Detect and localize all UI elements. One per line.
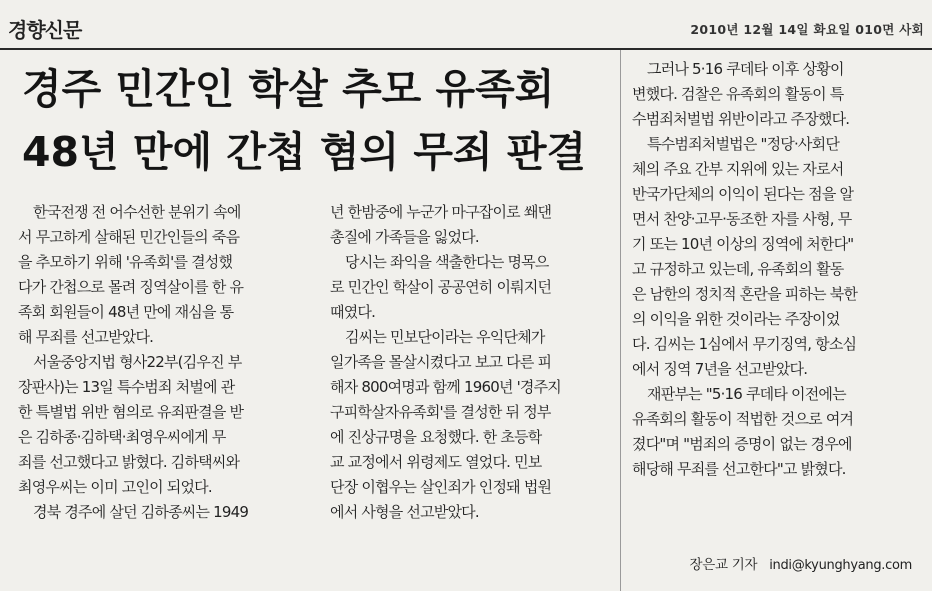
article-line: 반국가단체의 이익이 된다는 점을 알 (632, 185, 854, 203)
article-line: 경북 경주에 살던 김하종씨는 1949 (33, 503, 249, 521)
article-line: 해자 800여명과 함께 1960년 '경주지 (330, 378, 561, 396)
header-rule (0, 48, 932, 50)
article-line: 로 민간인 학살이 공공연히 이뤄지던 (330, 278, 552, 296)
column-divider (620, 50, 621, 591)
article-line: 기 또는 10년 이상의 징역에 처한다" (632, 235, 854, 253)
article-line: 단장 이협우는 살인죄가 인정돼 법원 (330, 478, 552, 496)
article-line: 한 특별법 위반 혐의로 유죄판결을 받 (18, 403, 244, 421)
article-line: 서 무고하게 살해된 민간인들의 죽음 (18, 228, 240, 246)
article-line: 의 이익을 위한 것이라는 주장이었 (632, 310, 840, 328)
headline-line-1: 경주 민간인 학살 추모 유족회 (22, 65, 555, 113)
article-line: 다. 김씨는 1심에서 무기징역, 항소심 (632, 335, 857, 353)
article-line: 특수범죄처벌법은 "정당·사회단 (647, 135, 840, 153)
article-line: 에서 사형을 선고받았다. (330, 503, 479, 521)
article-line: 에서 징역 7년을 선고받았다. (632, 360, 808, 378)
article-column-1 (18, 200, 318, 525)
article-line: 한국전쟁 전 어수선한 분위기 속에 (33, 203, 241, 221)
reporter-name: 장은교 기자 (689, 557, 758, 573)
article-line: 서울중앙지법 형사22부(김우진 부 (33, 353, 242, 371)
article-line: 장판사)는 13일 특수범죄 처벌에 관 (18, 378, 235, 396)
article-column-3 (632, 57, 924, 482)
article-line: 족회 회원들이 48년 만에 재심을 통 (18, 303, 234, 321)
byline (690, 553, 913, 573)
article-line: 면서 찬양·고무·동조한 자를 사형, 무 (632, 210, 852, 228)
article-line: 그러나 5·16 쿠데타 이후 상황이 (647, 60, 844, 78)
article-line: 총질에 가족들을 잃었다. (330, 228, 479, 246)
article-line: 구피학살자유족회'를 결성한 뒤 정부 (330, 403, 551, 421)
article-line: 해당해 무죄를 선고한다"고 밝혔다. (632, 460, 846, 478)
article-line: 때였다. (330, 303, 376, 321)
article-line: 에 진상규명을 요청했다. 한 초등학 (330, 428, 542, 446)
article-line: 졌다"며 "범죄의 증명이 없는 경우에 (632, 435, 852, 453)
article-line: 유족회의 활동이 적법한 것으로 여겨 (632, 410, 854, 428)
article-line: 김씨는 민보단이라는 우익단체가 (345, 328, 545, 346)
article-headline (22, 58, 622, 184)
article-line: 일가족을 몰살시켰다고 보고 다른 피 (330, 353, 552, 371)
article-line: 년 한밤중에 누군가 마구잡이로 쐐댄 (330, 203, 552, 221)
article-line: 죄를 선고했다고 밝혔다. 김하택씨와 (18, 453, 240, 471)
article-line: 교 교정에서 위령제도 열었다. 민보 (330, 453, 542, 471)
article-line: 해 무죄를 선고받았다. (18, 328, 154, 346)
article-line: 고 규정하고 있는데, 유족회의 활동 (632, 260, 844, 278)
article-line: 다가 간첩으로 몰려 징역살이를 한 유 (18, 278, 244, 296)
article-line: 은 남한의 정치적 혼란을 피하는 북한 (632, 285, 858, 303)
newspaper-masthead: 경향신문 (8, 18, 82, 42)
dateline: 2010년 12월 14일 화요일 010면 사회 (690, 22, 924, 37)
article-line: 을 추모하기 위해 '유족회'를 결성했 (18, 253, 233, 271)
headline-line-2: 48년 만에 간첩 혐의 무죄 판결 (22, 128, 587, 176)
article-line: 변했다. 검찰은 유족회의 활동이 특 (632, 85, 844, 103)
article-line: 수범죄처벌법 위반이라고 주장했다. (632, 110, 850, 128)
article-line: 당시는 좌익을 색출한다는 명목으 (345, 253, 549, 271)
article-line: 은 김하종·김하택·최영우씨에게 무 (18, 428, 226, 446)
article-column-2 (330, 200, 620, 525)
article-line: 최영우씨는 이미 고인이 되었다. (18, 478, 212, 496)
article-line: 재판부는 "5·16 쿠데타 이전에는 (647, 385, 846, 403)
reporter-email: indi@kyunghyang.com (769, 558, 912, 573)
article-line: 체의 주요 간부 지위에 있는 자로서 (632, 160, 844, 178)
